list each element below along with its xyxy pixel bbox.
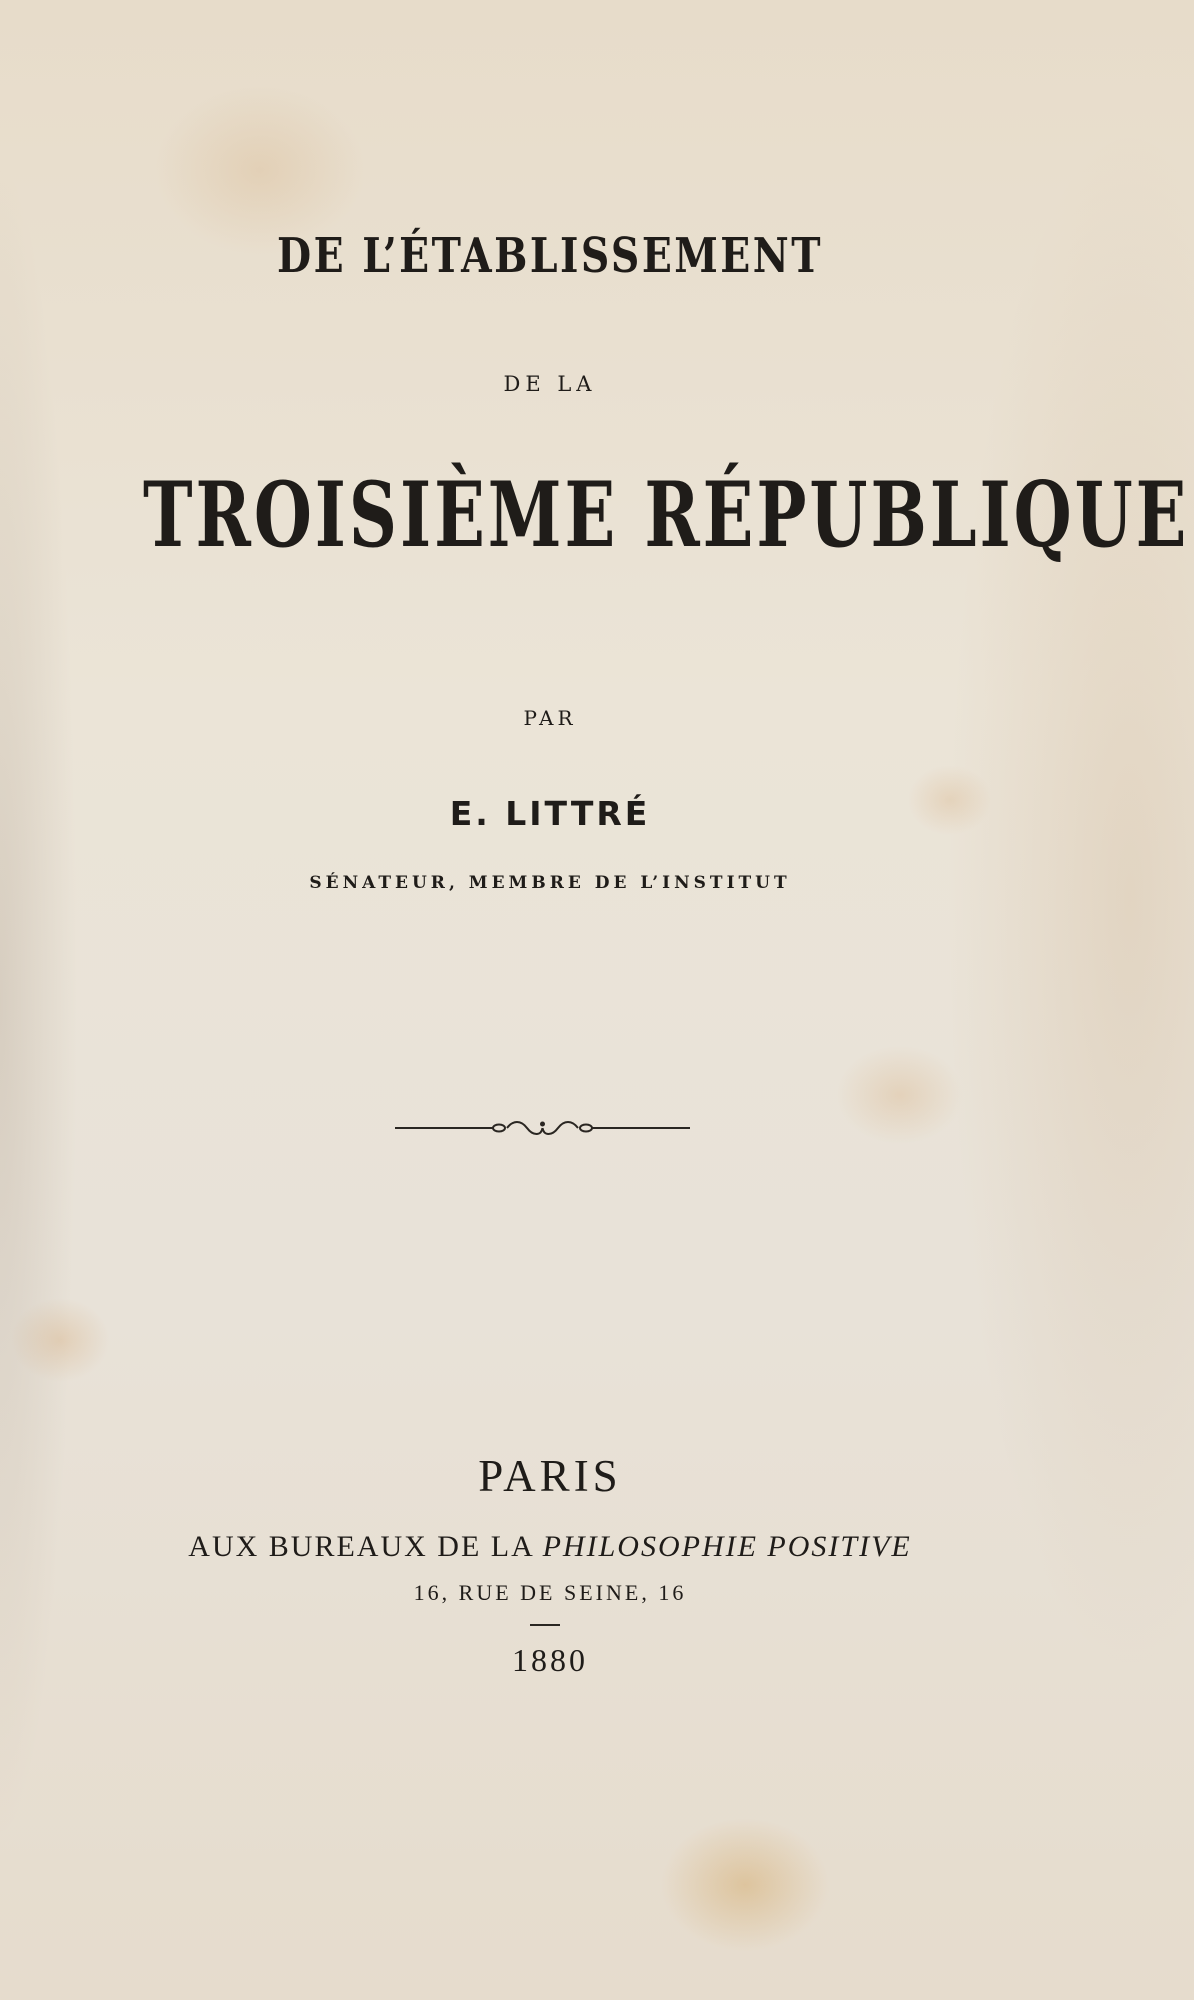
by-label: PAR (523, 706, 577, 730)
author-name: E. LITTRÉ (449, 794, 651, 833)
imprint-divider (530, 1624, 560, 1626)
imprint-address: 16, RUE DE SEINE, 16 (413, 1580, 687, 1605)
title-connector: DE LA (503, 372, 597, 396)
publisher-prefix: AUX BUREAUX DE LA (188, 1530, 534, 1563)
author-affiliation: SÉNATEUR, MEMBRE DE L’INSTITUT (309, 873, 791, 893)
decorative-rule-icon (395, 1116, 690, 1140)
imprint-publisher (0, 1530, 1100, 1564)
imprint-year: 1880 (512, 1642, 588, 1678)
title-top: DE L’ÉTABLISSEMENT (277, 228, 823, 284)
title-main: TROISIÈME RÉPUBLIQUE (143, 462, 1190, 568)
publisher-journal: PHILOSOPHIE POSITIVE (542, 1530, 912, 1563)
imprint-city: PARIS (478, 1451, 622, 1501)
